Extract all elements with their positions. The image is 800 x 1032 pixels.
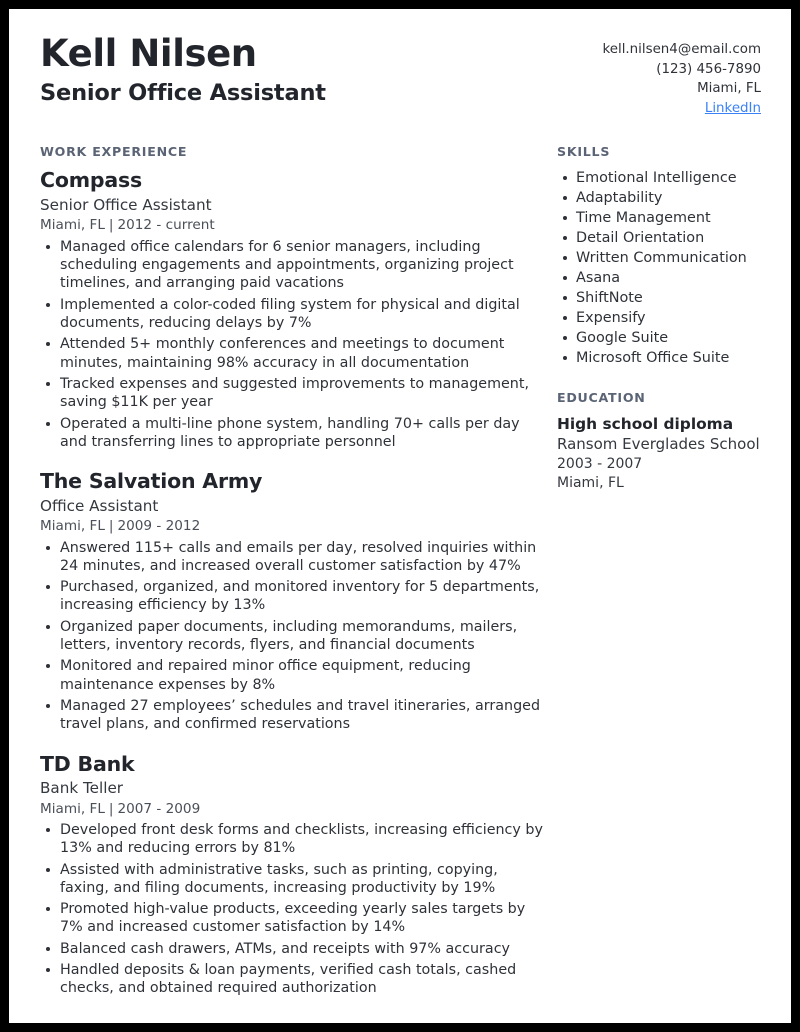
contact-linkedin-row (602, 99, 761, 119)
meta-separator: | (108, 518, 114, 535)
experience-bullet: Purchased, organized, and monitored inventory for 5 departments, increasing efficiency by 13% (40, 578, 548, 615)
experience-bullet: Balanced cash drawers, ATMs, and receipts with 97% accuracy (40, 940, 548, 958)
experience-bullet-list (40, 539, 548, 734)
meta-separator: | (108, 800, 114, 817)
experience-bullet: Attended 5+ monthly conferences and meetings to document minutes, maintaining 98% accuracy in all documentation (40, 335, 548, 372)
contact-block (602, 31, 761, 118)
experience-bullet: Managed office calendars for 6 senior managers, including scheduling engagements and appointments, organizing project timelines, and arranging paid vacations (40, 238, 548, 293)
experience-role: Bank Teller (40, 779, 124, 798)
skill-item: Time Management (557, 208, 770, 228)
experience-meta (40, 216, 548, 234)
skills-section (557, 144, 770, 368)
experience-bullet: Tracked expenses and suggested improvements to management, saving $11K per year (40, 375, 548, 412)
section-heading-work-experience: WORK EXPERIENCE (40, 144, 188, 160)
skill-item: Emotional Intelligence (557, 168, 770, 188)
experience-dates: 2007 - 2009 (117, 800, 201, 817)
education-section (557, 390, 770, 493)
resume-page (9, 9, 791, 1023)
experience-bullet: Monitored and repaired minor office equipment, reducing maintenance expenses by 8% (40, 657, 548, 694)
main-column (40, 144, 548, 997)
skill-item: Microsoft Office Suite (557, 348, 770, 368)
section-heading-education: EDUCATION (557, 390, 646, 406)
linkedin-link[interactable]: LinkedIn (704, 100, 761, 116)
skills-list (557, 168, 770, 368)
education-dates: 2003 - 2007 (557, 455, 643, 472)
skill-item: Asana (557, 268, 770, 288)
section-heading-skills: SKILLS (557, 144, 611, 160)
resume-document (9, 9, 791, 1023)
skill-item: ShiftNote (557, 288, 770, 308)
skill-item: Adaptability (557, 188, 770, 208)
experience-company: Compass (40, 168, 143, 193)
experience-bullet: Developed front desk forms and checklists, increasing efficiency by 13% and reducing errors by 81% (40, 821, 548, 858)
experience-entry (40, 469, 548, 733)
experience-bullet: Operated a multi-line phone system, handling 70+ calls per day and transferring lines to appropriate personnel (40, 415, 548, 452)
skill-item: Written Communication (557, 248, 770, 268)
experience-bullet: Organized paper documents, including memorandums, mailers, letters, inventory records, flyers, and financial documents (40, 618, 548, 655)
experience-role: Office Assistant (40, 496, 159, 515)
experience-meta (40, 800, 548, 818)
experience-company: TD Bank (40, 751, 135, 776)
experience-bullet-list (40, 238, 548, 451)
skill-item: Detail Orientation (557, 228, 770, 248)
experience-bullet: Answered 115+ calls and emails per day, resolved inquiries within 24 minutes, and increased overall customer satisfaction by 47% (40, 539, 548, 576)
education-location: Miami, FL (557, 474, 624, 491)
experience-location: Miami, FL (40, 518, 105, 535)
experience-bullet: Assisted with administrative tasks, such as printing, copying, faxing, and filing documents, increasing productivity by 19% (40, 861, 548, 898)
experience-dates: 2009 - 2012 (117, 518, 201, 535)
identity-block (40, 31, 326, 107)
experience-bullet-list (40, 821, 548, 998)
candidate-name: Kell Nilsen (40, 32, 257, 75)
education-entry (557, 414, 770, 493)
education-degree: High school diploma (557, 415, 734, 434)
contact-location: Miami, FL (697, 81, 761, 97)
experience-dates: 2012 - current (117, 217, 215, 234)
candidate-job-title: Senior Office Assistant (40, 80, 326, 107)
sidebar-column (557, 144, 770, 515)
experience-location: Miami, FL (40, 800, 105, 817)
experience-company: The Salvation Army (40, 469, 263, 494)
experience-bullet: Promoted high-value products, exceeding yearly sales targets by 7% and increased customer satisfaction by 14% (40, 900, 548, 937)
experience-entry (40, 752, 548, 998)
resume-header (40, 31, 761, 118)
experience-bullet: Implemented a color-coded filing system for physical and digital documents, reducing delays by 7% (40, 296, 548, 333)
experience-meta (40, 517, 548, 535)
contact-phone[interactable]: (123) 456-7890 (656, 61, 761, 77)
experience-entry (40, 168, 548, 451)
experience-bullet: Handled deposits & loan payments, verified cash totals, cashed checks, and obtained required authorization (40, 961, 548, 998)
experience-bullet: Managed 27 employees’ schedules and travel itineraries, arranged travel plans, and confirmed reservations (40, 697, 548, 734)
contact-email[interactable]: kell.nilsen4@email.com (602, 42, 761, 57)
experience-location: Miami, FL (40, 217, 105, 234)
skill-item: Expensify (557, 308, 770, 328)
education-school: Ransom Everglades School (557, 435, 760, 454)
skill-item: Google Suite (557, 328, 770, 348)
meta-separator: | (108, 217, 114, 234)
resume-body (40, 144, 761, 997)
experience-role: Senior Office Assistant (40, 195, 212, 214)
